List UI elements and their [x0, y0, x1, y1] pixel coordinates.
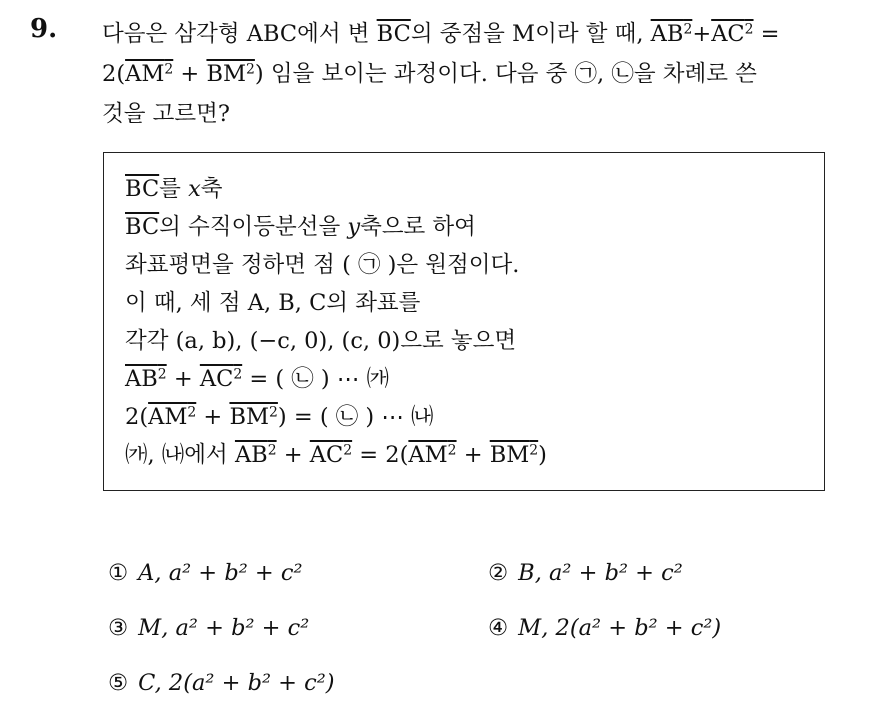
- choice-5[interactable]: [108, 670, 335, 696]
- question-stem: [102, 14, 867, 134]
- box-line-5: 각각 (a, b), (−c, 0), (c, 0)으로 놓으면: [125, 328, 517, 354]
- segment-ac-squared: $AC^2$: [711, 21, 754, 47]
- segment-am-squared: $AM^2$: [125, 61, 174, 87]
- choice-text: C, 2(a² + b² + c²): [138, 670, 335, 696]
- stem-text: 의 중점을 M이라 할 때,: [410, 21, 651, 47]
- box-line-8: ㈎, ㈏에서 $AB^2 + AC^2 = 2(AM^2 + BM^2)$: [125, 442, 547, 468]
- choice-3[interactable]: [108, 615, 309, 641]
- segment-ab-squared: $AB^2$: [650, 21, 693, 47]
- choice-text: M, a² + b² + c²: [138, 615, 310, 641]
- choice-number: ④: [488, 615, 509, 641]
- box-line-7: $2(AM^2 + BM^2)$ = ( ㉡ ) ⋯ ㈏: [125, 404, 434, 430]
- choice-number: ①: [108, 560, 129, 586]
- choice-text: A, a² + b² + c²: [138, 560, 303, 586]
- stem-line-2: [102, 54, 867, 94]
- choice-number: ③: [108, 615, 129, 641]
- equals-sign: =: [753, 21, 780, 47]
- box-line-2: $\overline{BC}$의 수직이등분선을 y축으로 하여: [125, 214, 476, 240]
- choice-1[interactable]: [108, 560, 303, 586]
- stem-text: 2(: [102, 61, 126, 87]
- choice-text: B, a² + b² + c²: [518, 560, 683, 586]
- plus-sign: +: [180, 61, 200, 87]
- box-line-1: $\overline{BC}$를 x축: [125, 176, 223, 202]
- question-number: 9.: [30, 14, 58, 44]
- choice-2[interactable]: [488, 560, 683, 586]
- stem-text: ) 임을 보이는 과정이다. 다음 중 ㉠, ㉡을 차례로 쓴: [254, 61, 757, 87]
- stem-line-1: [102, 14, 867, 54]
- plus-sign: +: [692, 21, 712, 47]
- choice-4[interactable]: [488, 615, 721, 641]
- box-line-6: $AB^2 + AC^2$ = ( ㉡ ) ⋯ ㈎: [125, 366, 390, 392]
- stem-line-3: 것을 고르면?: [102, 101, 230, 127]
- choice-number: ②: [488, 560, 509, 586]
- proof-box: [103, 152, 825, 491]
- choice-text: M, 2(a² + b² + c²): [518, 615, 722, 641]
- choice-number: ⑤: [108, 670, 129, 696]
- stem-text: 다음은 삼각형 ABC에서 변: [102, 21, 377, 47]
- box-line-4: 이 때, 세 점 A, B, C의 좌표를: [125, 290, 421, 316]
- box-line-3: 좌표평면을 정하면 점 ( ㉠ )은 원점이다.: [125, 252, 520, 278]
- segment-bc: $\overline{BC}$: [376, 21, 411, 47]
- segment-bm-squared: $BM^2$: [206, 61, 255, 87]
